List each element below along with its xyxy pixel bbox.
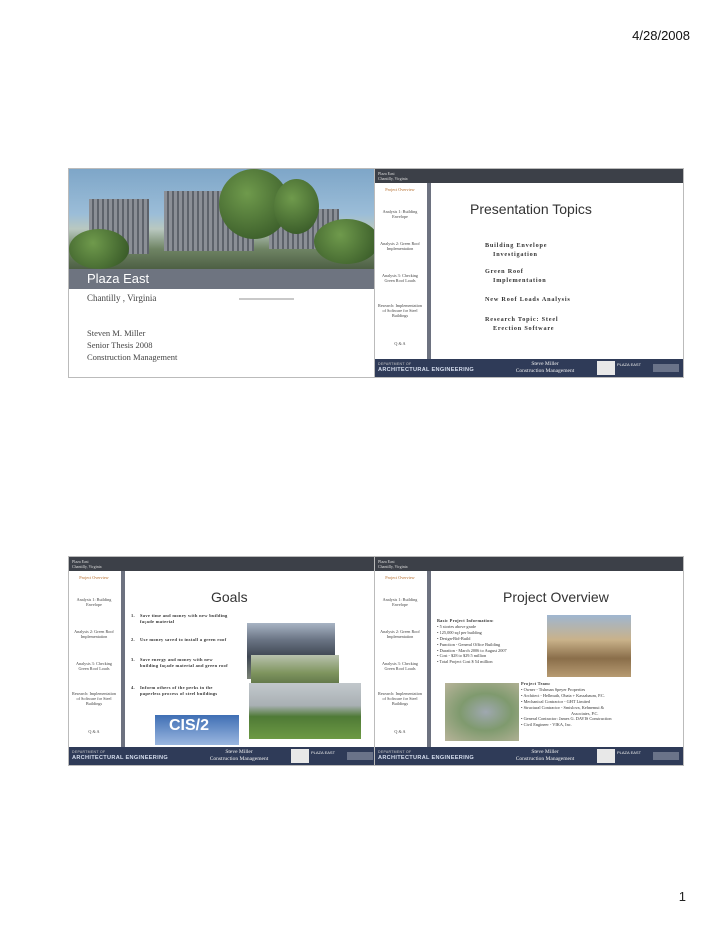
slide-title [68, 168, 378, 378]
logo-icon [291, 749, 309, 763]
goal-item: 1. Save time and money with new building façade material [131, 613, 228, 625]
cis2-logo-text: CIS/2 [169, 717, 210, 734]
footer-presenter: Steve Miller Construction Management [209, 749, 269, 762]
sidebar-item-research: Research: Implementation of Software for Steel Buildings [377, 691, 423, 707]
header-line2: Chantilly, Virginia [72, 564, 102, 569]
project-team: Project Team: • Owner - Tishman Speyer Properties • Architect - Hellmuth, Obata + Kassabaum, P.C. • Mechanical Contractor - GHT Limited • Structural Contractor - Smislova, Kehnemui & Associates, P.C. • General Contractor: James G. DAVIS Construction • Civil Engineer - VIKA, Inc. [521, 681, 612, 728]
sidebar-item-overview: Project Overview [385, 187, 415, 192]
footer-program: ARCHITECTURAL ENGINEERING [72, 755, 168, 761]
sidebar [375, 183, 431, 359]
goal-item: 2. Use money saved to install a green roof [131, 637, 227, 642]
author-block [87, 327, 177, 363]
header-line2: Chantilly, Virginia [378, 176, 408, 181]
sidebar-item-roof-loads: Analysis 3: Checking Green Roof Loads [75, 661, 113, 672]
footer-dept: DEPARTMENT OF [72, 750, 106, 754]
sidebar-item-green-roof: Analysis 2: Green Roof Implementation [380, 241, 420, 252]
slide-location: Chantilly , Virginia [87, 293, 157, 303]
footer-program: ARCHITECTURAL ENGINEERING [378, 755, 474, 761]
footer-logo-text: PLAZA EAST [617, 750, 642, 755]
construction-photo [547, 615, 631, 677]
sidebar-item-green-roof: Analysis 2: Green Roof Implementation [74, 629, 114, 640]
slide-header [375, 557, 683, 571]
footer-presenter: Steve Miller Construction Management [515, 361, 575, 374]
site-plan-image [445, 683, 519, 741]
slide-heading: Project Overview [503, 589, 609, 605]
slide-project-overview [374, 556, 684, 766]
topic-item: Research Topic: Steel Erection Software [485, 316, 559, 332]
footer-logo-text: PLAZA EAST [311, 750, 336, 755]
header-line1: Plaza East [72, 559, 89, 564]
sidebar-item-research: Research: Implementation of Software for Steel Buildings [71, 691, 117, 707]
author-name: Steven M. Miller [87, 328, 146, 338]
sidebar-item-research: Research: Implementation of Software for Steel Buildings [377, 303, 423, 319]
footer-program: ARCHITECTURAL ENGINEERING [378, 367, 474, 373]
sidebar-item-roof-loads: Analysis 3: Checking Green Roof Loads [381, 273, 419, 284]
option-label: Construction Management [87, 352, 178, 362]
sidebar-item-overview: Project Overview [79, 575, 109, 580]
topic-item: Building Envelope Investigation [485, 242, 548, 258]
basic-info: Basic Project Information: • 5 stories above grade • 125,000 sqf per building • Design-Bid-Build • Function - General Office Building • Duration - March 2006 to August 2007 • Cost - $28 to $29.5 million • Total Project Cost $ 54 million [437, 618, 507, 665]
sponsor-logo-icon [347, 752, 373, 760]
sidebar [375, 571, 431, 747]
header-line1: Plaza East [378, 559, 395, 564]
header-line2: Chantilly, Virginia [378, 564, 408, 569]
print-date: 4/28/2008 [632, 28, 690, 43]
sponsor-logo-icon [653, 364, 679, 372]
slide-main-title: Plaza East [87, 271, 150, 286]
sidebar-item-qa: Q & A [394, 729, 406, 734]
logo-icon [597, 749, 615, 763]
sidebar-item-green-roof: Analysis 2: Green Roof Implementation [380, 629, 420, 640]
topic-item: New Roof Loads Analysis [485, 296, 571, 303]
divider [239, 298, 294, 300]
page-number: 1 [678, 889, 686, 904]
sidebar-item-qa: Q & A [88, 729, 100, 734]
footer-presenter: Steve Miller Construction Management [515, 749, 575, 762]
footer-dept: DEPARTMENT OF [378, 750, 412, 754]
sidebar-item-qa: Q & A [394, 341, 406, 346]
topic-item: Green Roof Implementation [485, 268, 547, 284]
slide-footer [375, 747, 683, 765]
slide-presentation-topics [374, 168, 684, 378]
green-roof-photo [251, 655, 339, 685]
footer-logo-text: PLAZA EAST [617, 362, 642, 367]
logo-icon [597, 361, 615, 375]
roof-garden-photo [249, 683, 361, 739]
sidebar [69, 571, 125, 747]
header-line1: Plaza East [378, 171, 395, 176]
goal-item: 3. Save energy and money with new building façade material and green roof [131, 657, 228, 669]
sidebar-item-envelope: Analysis 1: Building Envelope [382, 209, 418, 220]
slide-footer [69, 747, 377, 765]
slide-goals [68, 556, 378, 766]
sponsor-logo-icon [653, 752, 679, 760]
goal-item: 4. Inform others of the perks in the paperless process of steel buildings [131, 685, 218, 697]
sidebar-item-envelope: Analysis 1: Building Envelope [382, 597, 418, 608]
sidebar-item-overview: Project Overview [385, 575, 415, 580]
thesis-label: Senior Thesis 2008 [87, 340, 153, 350]
slide-heading: Presentation Topics [470, 201, 592, 217]
slide-footer [375, 359, 683, 377]
slide-header [375, 169, 683, 183]
sidebar-item-roof-loads: Analysis 3: Checking Green Roof Loads [381, 661, 419, 672]
footer-dept: DEPARTMENT OF [378, 362, 412, 366]
slide-heading: Goals [211, 589, 248, 605]
sidebar-item-envelope: Analysis 1: Building Envelope [76, 597, 112, 608]
slide-header [69, 557, 377, 571]
building-photo [69, 169, 378, 269]
